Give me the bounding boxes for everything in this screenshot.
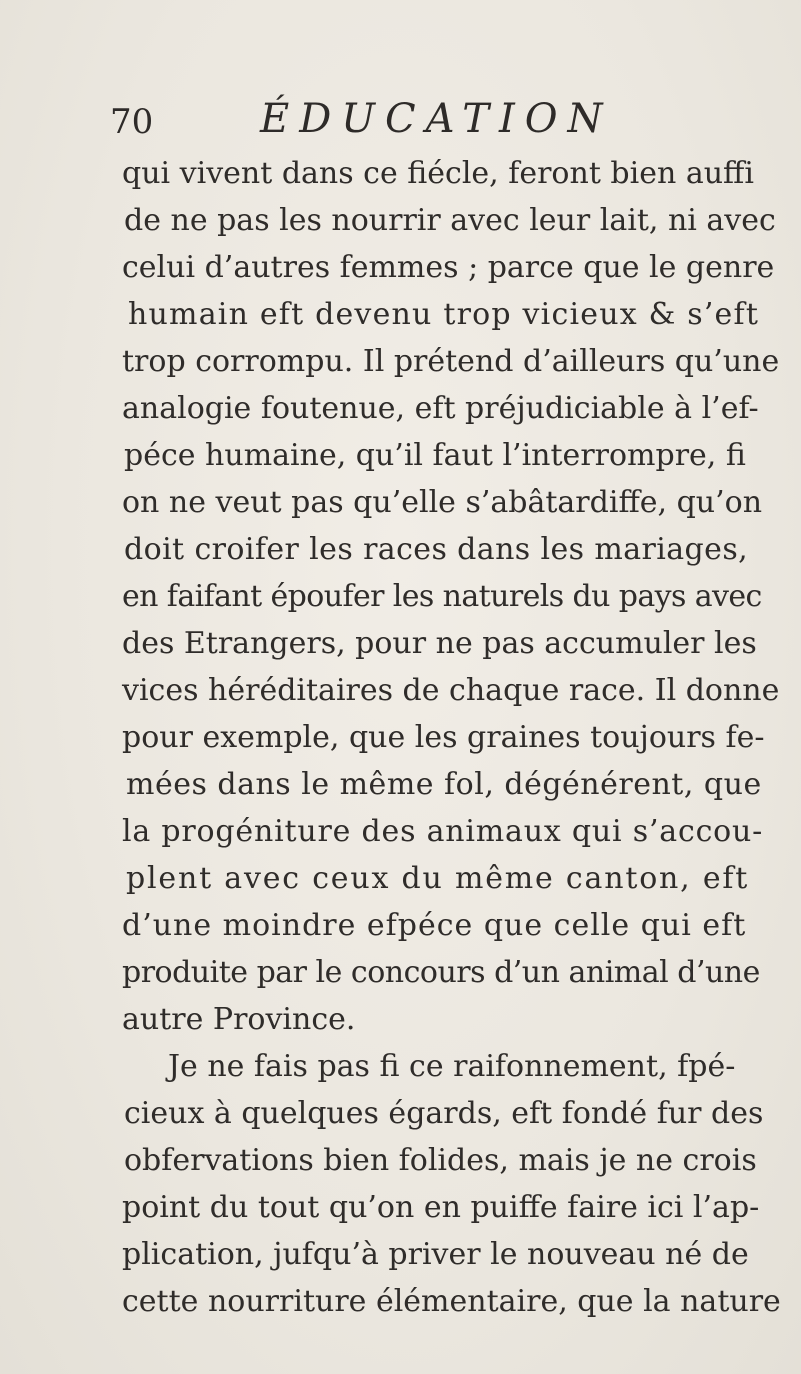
- running-title: ÉDUCATION: [260, 96, 613, 142]
- text-line: produite par le concours d’un animal d’une: [122, 955, 760, 990]
- page-number: 70: [110, 102, 154, 142]
- text-line: cieux à quelques égards, eft fondé fur des: [124, 1096, 764, 1131]
- text-line: point du tout qu’on en puiffe faire ici l’ap-: [122, 1190, 760, 1225]
- text-line: trop corrompu. Il prétend d’ailleurs qu’une: [122, 344, 780, 379]
- text-line: plication, jufqu’à priver le nouveau né de: [122, 1237, 749, 1272]
- text-line: vices héréditaires de chaque race. Il donne: [122, 673, 780, 708]
- text-line: humain eft devenu trop vicieux & s’eft: [128, 297, 760, 332]
- text-line: obfervations bien folides, mais je ne crois: [124, 1143, 757, 1178]
- text-line: mées dans le même fol, dégénérent, que: [126, 767, 762, 802]
- page-header: [110, 88, 730, 148]
- text-line: péce humaine, qu’il faut l’interrompre, fi: [124, 438, 746, 473]
- text-line: Je ne fais pas fi ce raifonnement, fpé-: [168, 1049, 736, 1084]
- text-line: la progéniture des animaux qui s’accou-: [122, 814, 764, 849]
- text-line: de ne pas les nourrir avec leur lait, ni avec: [124, 203, 776, 238]
- text-line: d’une moindre efpéce que celle qui eft: [122, 908, 747, 943]
- text-line: pour exemple, que les graines toujours fe-: [122, 720, 765, 755]
- text-line: cette nourriture élémentaire, que la nature: [122, 1284, 781, 1319]
- text-line: en faifant époufer les naturels du pays avec: [122, 579, 762, 614]
- text-line: doit croifer les races dans les mariages,: [124, 532, 749, 567]
- text-line: qui vivent dans ce fiécle, feront bien auffi: [122, 156, 754, 191]
- text-line: autre Province.: [122, 1002, 356, 1037]
- text-line: plent avec ceux du même canton, eft: [126, 861, 750, 896]
- text-line: on ne veut pas qu’elle s’abâtardiffe, qu’on: [122, 485, 763, 520]
- text-line: des Etrangers, pour ne pas accumuler les: [122, 626, 757, 661]
- text-line: analogie foutenue, eft préjudiciable à l’ef-: [122, 391, 759, 426]
- text-line: celui d’autres femmes ; parce que le genre: [122, 250, 775, 285]
